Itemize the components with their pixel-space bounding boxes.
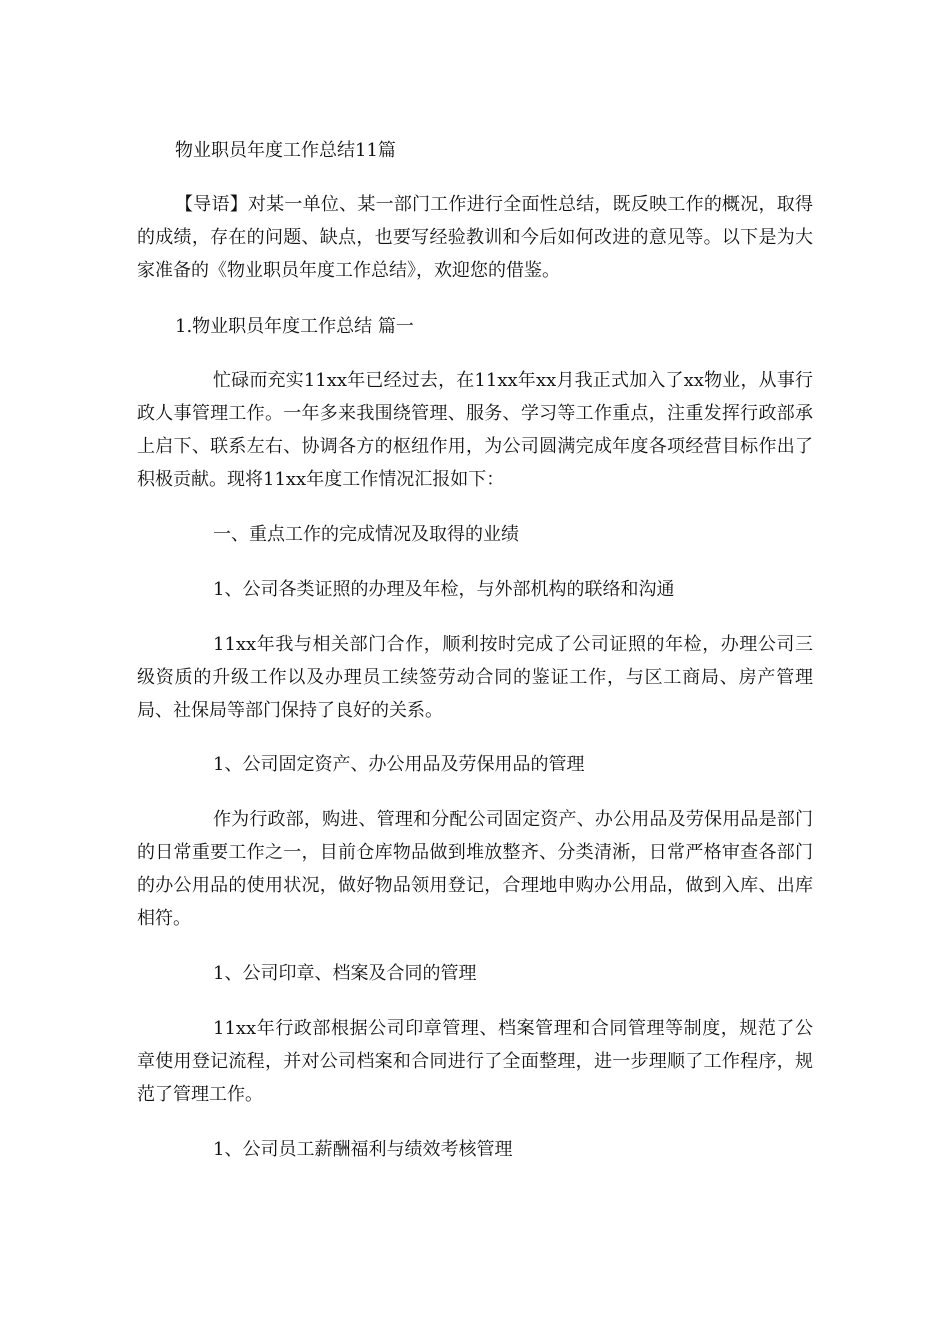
section-heading: 1.物业职员年度工作总结 篇一 — [175, 316, 414, 337]
item-3-body: 11xx年行政部根据公司印章管理、档案管理和合同管理等制度，规范了公章使用登记流程，并对公司档案和合同进行了全面整理，进一步理顺了工作程序，规范了管理工作。 — [137, 1018, 813, 1105]
heading-key-work: 一、重点工作的完成情况及取得的业绩 — [213, 524, 519, 545]
item-3-title: 1、公司印章、档案及合同的管理 — [213, 963, 477, 984]
document-title: 物业职员年度工作总结11篇 — [175, 140, 396, 161]
item-4-title: 1、公司员工薪酬福利与绩效考核管理 — [213, 1139, 513, 1160]
item-2-title: 1、公司固定资产、办公用品及劳保用品的管理 — [213, 754, 585, 775]
lead-paragraph: 【导语】对某一单位、某一部门工作进行全面性总结，既反映工作的概况，取得的成绩，存在的问题、缺点，也要写经验教训和今后如何改进的意见等。以下是为大家准备的《物业职员年度工作总结》，欢迎您的借鉴。 — [137, 194, 813, 281]
item-1-body: 11xx年我与相关部门合作，顺利按时完成了公司证照的年检，办理公司三级资质的升级工作以及办理员工续签劳动合同的鉴证工作，与区工商局、房产管理局、社保局等部门保持了良好的关系。 — [137, 634, 813, 721]
intro-paragraph: 忙碌而充实11xx年已经过去，在11xx年xx月我正式加入了xx物业，从事行政人事管理工作。一年多来我围绕管理、服务、学习等工作重点，注重发挥行政部承上启下、联系左右、协调各方的枢纽作用，为公司圆满完成年度各项经营目标作出了积极贡献。现将11xx年度工作情况汇报如下： — [137, 370, 813, 490]
item-1-title: 1、公司各类证照的办理及年检，与外部机构的联络和沟通 — [213, 579, 675, 600]
item-2-body: 作为行政部，购进、管理和分配公司固定资产、办公用品及劳保用品是部门的日常重要工作之一，目前仓库物品做到堆放整齐、分类清淅，日常严格审查各部门的办公用品的使用状况，做好物品领用登记，合理地申购办公用品，做到入库、出库相符。 — [137, 809, 813, 929]
